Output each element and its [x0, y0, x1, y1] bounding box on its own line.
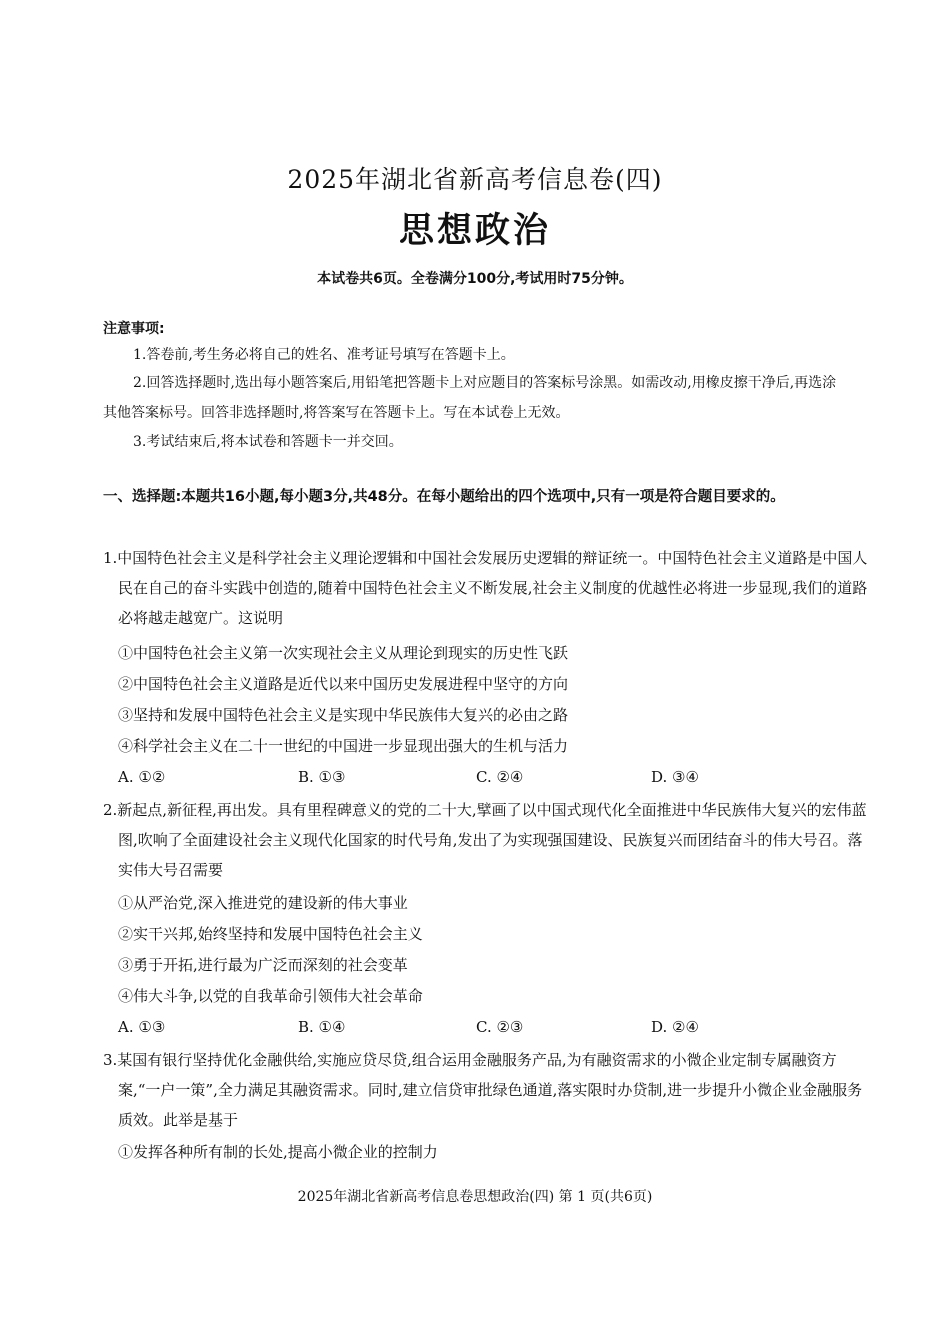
question-3-stem: 3.某国有银行坚持优化金融供给,实施应贷尽贷,组合运用金融服务产品,为有融资需求的小微企业定制专属融资方案,“一户一策”,全力满足其融资需求。同时,建立信贷审批绿色通道,落实限时办贷制,进一步提升小微企业金融服务质效。此举是基于 — [103, 1051, 863, 1129]
section-heading: 一、选择题:本题共16小题,每小题3分,共48分。在每小题给出的四个选项中,只有一项是符合题目要求的。 — [103, 489, 785, 505]
q1-choice-c[interactable]: C. ②④ — [476, 768, 524, 786]
q2-choice-b[interactable]: B. ①④ — [298, 1018, 346, 1036]
q1-choice-a[interactable]: A. ①② — [118, 768, 166, 786]
q1-statement-3: ③坚持和发展中国特色社会主义是实现中华民族伟大复兴的必由之路 — [118, 706, 569, 724]
question-1-stem: 1.中国特色社会主义是科学社会主义理论逻辑和中国社会发展历史逻辑的辩证统一。中国特色社会主义道路是中国人民在自己的奋斗实践中创造的,随着中国特色社会主义不断发展,社会主义制度的优越性必将进一步显现,我们的道路必将越走越宽广。这说明 — [103, 549, 868, 627]
notice-item-2: 2.回答选择题时,选出每小题答案后,用铅笔把答题卡上对应题目的答案标号涂黑。如需改动,用橡皮擦干净后,再选涂其他答案标号。回答非选择题时,将答案写在答题卡上。写在本试卷上无效。 — [103, 375, 837, 421]
q3-statement-1: ①发挥各种所有制的长处,提高小微企业的控制力 — [118, 1143, 438, 1161]
question-2-stem: 2.新起点,新征程,再出发。具有里程碑意义的党的二十大,擘画了以中国式现代化全面推进中华民族伟大复兴的宏伟蓝图,吹响了全面建设社会主义现代化国家的时代号角,发出了为实现强国建设、民族复兴而团结奋斗的伟大号召。落实伟大号召需要 — [103, 801, 867, 879]
q1-choice-b[interactable]: B. ①③ — [298, 768, 346, 786]
q2-statement-4: ④伟大斗争,以党的自我革命引领伟大社会革命 — [118, 987, 423, 1005]
exam-info: 本试卷共6页。全卷满分100分,考试用时75分钟。 — [317, 271, 633, 287]
q2-choice-d[interactable]: D. ②④ — [651, 1018, 699, 1036]
q2-statement-1: ①从严治党,深入推进党的建设新的伟大事业 — [118, 894, 408, 912]
q1-statement-2: ②中国特色社会主义道路是近代以来中国历史发展进程中坚守的方向 — [118, 675, 569, 693]
notice-item-1: 1.答卷前,考生务必将自己的姓名、准考证号填写在答题卡上。 — [133, 347, 515, 363]
exam-title: 2025年湖北省新高考信息卷(四) — [287, 165, 663, 194]
q1-statement-4: ④科学社会主义在二十一世纪的中国进一步显现出强大的生机与活力 — [118, 737, 569, 755]
page-footer: 2025年湖北省新高考信息卷思想政治(四) 第 1 页(共6页) — [297, 1189, 653, 1205]
notice-heading: 注意事项: — [103, 321, 165, 337]
q2-statement-2: ②实干兴邦,始终坚持和发展中国特色社会主义 — [118, 925, 423, 943]
q1-statement-1: ①中国特色社会主义第一次实现社会主义从理论到现实的历史性飞跃 — [118, 644, 569, 662]
subject-title: 思想政治 — [398, 211, 551, 251]
q1-choice-d[interactable]: D. ③④ — [651, 768, 699, 786]
notice-item-3: 3.考试结束后,将本试卷和答题卡一并交回。 — [133, 434, 403, 450]
q2-choice-a[interactable]: A. ①③ — [118, 1018, 166, 1036]
q2-statement-3: ③勇于开拓,进行最为广泛而深刻的社会变革 — [118, 956, 408, 974]
q2-choice-c[interactable]: C. ②③ — [476, 1018, 524, 1036]
